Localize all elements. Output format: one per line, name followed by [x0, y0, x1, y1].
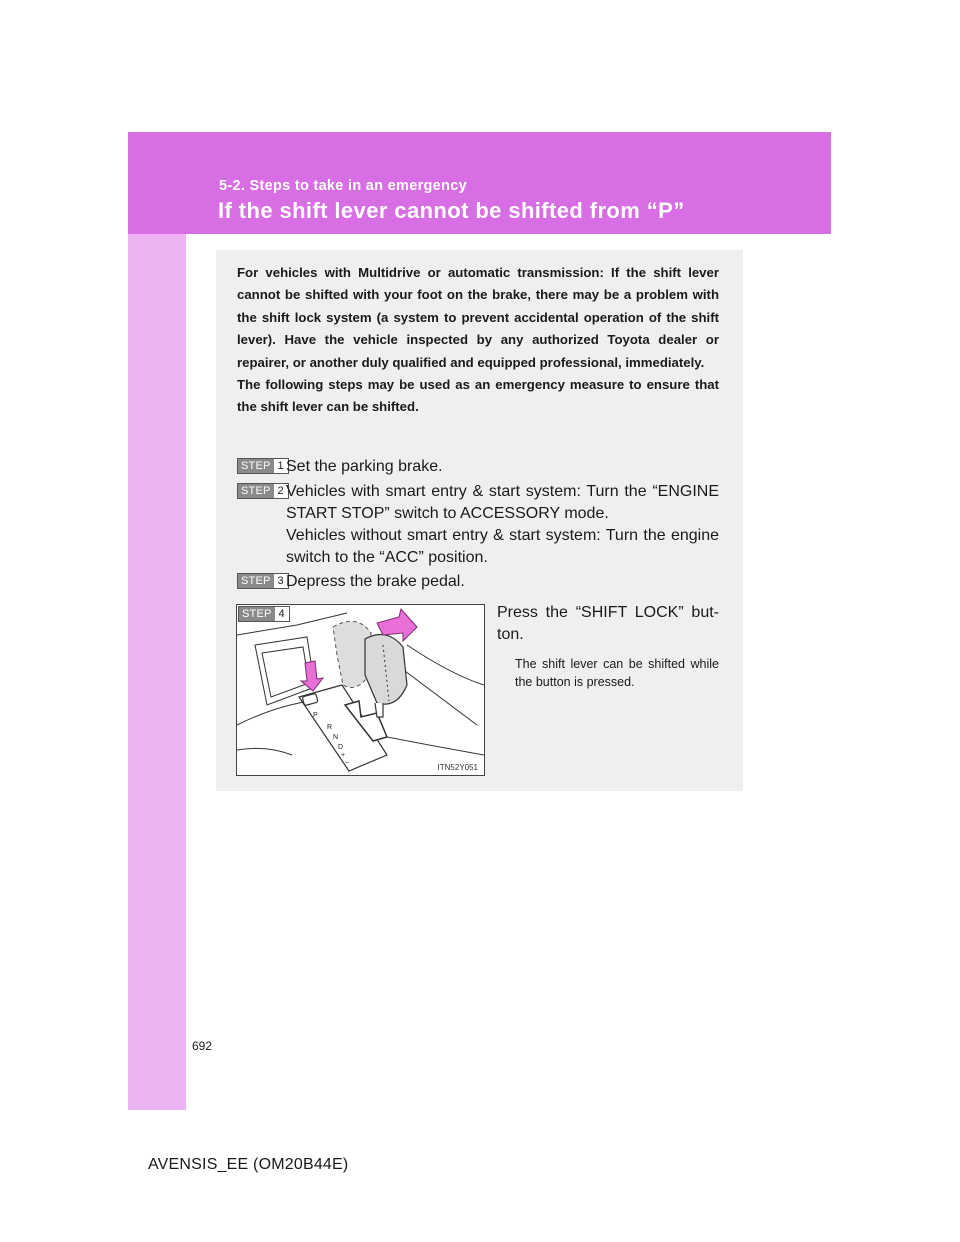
step-3-badge	[237, 573, 289, 589]
page-title: If the shift lever cannot be shifted from “P”	[218, 198, 685, 223]
step-word: STEP	[239, 607, 275, 621]
step-word: STEP	[238, 484, 274, 498]
step-4-text: Press the “SHIFT LOCK” but-ton.	[497, 604, 719, 643]
footer-model-code: AVENSIS_EE (OM20B44E)	[148, 1156, 349, 1173]
intro-paragraph-1: For vehicles with Multidrive or automatic transmission: If the shift lever cannot be shifted with your foot on the brake, there may be a problem with the shift lock system (a system to prevent accidental operation of the shift lever). Have the vehicle inspected by any authorized Toyota dealer or repairer, or another duly qualified and equipped professional, immediately.	[237, 265, 719, 370]
gate-letter-plus: +	[341, 752, 346, 759]
gate-letter-minus: −	[345, 760, 350, 767]
step-1-text: Set the parking brake.	[286, 458, 443, 475]
gate-letter-p: P	[313, 712, 318, 719]
step-2-text-a: Vehicles with smart entry & start system: Turn the “ENGINE START STOP” switch to ACCESSORY mode.	[286, 483, 719, 522]
gate-letters	[237, 605, 484, 775]
step-number: 2	[277, 485, 284, 497]
step-2-text	[286, 481, 719, 569]
shift-lock-figure	[236, 604, 485, 776]
step-1-badge	[237, 458, 289, 474]
step-3-text: Depress the brake pedal.	[286, 573, 465, 590]
step-number: 3	[277, 575, 284, 587]
step-word: STEP	[238, 574, 274, 588]
side-strip	[128, 132, 186, 1110]
gate-letter-r: R	[327, 724, 333, 731]
gate-letter-d: D	[338, 744, 344, 751]
section-label: 5-2. Steps to take in an emergency	[219, 178, 467, 194]
step-2-text-b: Vehicles without smart entry & start system: Turn the engine switch to the “ACC” position.	[286, 527, 719, 566]
gate-letter-n: N	[333, 734, 339, 741]
figure-code: ITN52Y051	[437, 763, 478, 772]
page-number: 692	[192, 1039, 213, 1053]
step-2-badge	[237, 483, 289, 499]
intro-text	[237, 262, 719, 419]
step-number: 4	[278, 608, 285, 620]
intro-paragraph-2: The following steps may be used as an emergency measure to ensure that the shift lever can be shifted.	[237, 377, 719, 415]
step-number: 1	[277, 460, 284, 472]
step-4-note: The shift lever can be shifted while the button is pressed.	[515, 657, 719, 689]
step-word: STEP	[238, 459, 274, 473]
